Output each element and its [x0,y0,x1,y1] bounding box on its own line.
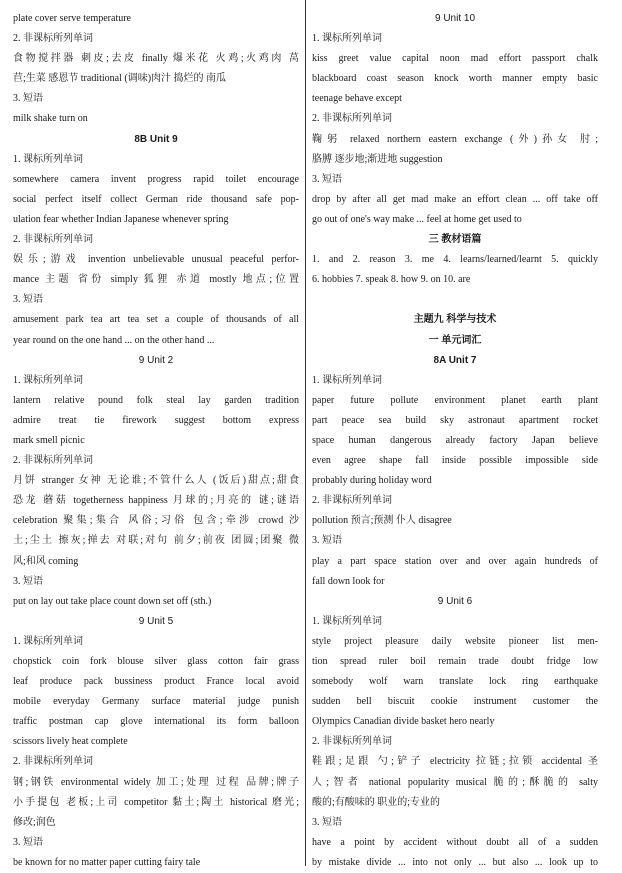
right-column [312,9,598,873]
text-line: 2. 非课标所列单词 [312,113,392,125]
text-line: have a point by accident without doubt all of a sudden [312,836,598,848]
text-line: chopstick coin fork blouse silver glass cotton fair grass [13,656,299,667]
text-line: ulation fear whether Indian Japanese whenever spring [13,213,229,225]
text-line: space human dangerous already factory Japan believe [312,434,598,446]
text-line: 娱乐;游戏 invention unbelievable unusual peaceful perfor- [13,254,299,266]
column-divider [305,0,306,866]
text-line: 2. 非课标所列单词 [312,736,392,748]
section-heading: 9 Unit 10 [434,13,476,24]
text-line: mobile everyday Germany surface material judge punish [13,696,299,708]
text-line: fall down look for [312,575,385,587]
text-line: 1. 课标所列单词 [312,374,382,386]
text-line: Olympics Canadian divide basket hero nearly [312,716,495,728]
text-line: 风;和风 coming [13,555,79,567]
text-line: play a part space station over and over again hundreds of [312,555,598,567]
text-line: go out of one's way make ... feel at home get used to [312,213,522,225]
text-line: amusement park tea art tea set a couple of thousands of all [13,314,299,326]
text-line: 3. 短语 [13,575,43,587]
text-line: 2. 非课标所列单词 [13,756,93,768]
text-line: mance 主题 省份 simply 狐狸 赤道 mostly 地点;位置 [13,274,299,286]
text-line: lantern relative pound folk steal lay garden tradition [13,394,299,406]
text-line: traffic postman cap glove international its form balloon [13,716,299,728]
text-line: 3. 短语 [13,836,43,848]
text-line: 酸的;有酸味的 职业的;专业的 [312,796,441,808]
text-line: drop by after all get mad make an effort clean ... off take off [312,193,598,205]
text-line: 土;尘土 擦灰;掸去 对联;对句 前夕;前夜 团圆;团聚 微 [13,535,299,547]
text-line: scissors lively heat complete [13,736,128,748]
text-line: milk shake turn on [13,113,88,125]
text-line: 小手提包 老板;上司 competitor 黏土;陶土 historical 磨光; [13,796,299,808]
text-line: 3. 短语 [312,173,342,185]
text-line: somebody wolf warn translate lock ring earthquake [312,676,598,688]
text-line: kiss greet value capital noon mad effort passport chalk [312,53,598,65]
text-line: 修改;润色 [13,816,56,828]
text-line: 2. 非课标所列单词 [13,455,93,467]
text-line: sudden bell biscuit cookie instrument customer the [312,696,598,708]
text-line: 恐龙 蘑菇 togetherness happiness 月球的;月亮的 谜;谜语 [13,495,299,507]
text-line: 1. 课标所列单词 [13,374,83,386]
text-line: tion spread ruler boil remain trade doubt fridge low [312,656,598,667]
section-heading: 一 单元词汇 [428,334,482,346]
text-line: put on lay out take place count down set off (sth.) [13,595,212,607]
text-line: style project pleasure daily website pioneer list men- [312,635,598,647]
left-column [13,9,299,873]
section-heading: 主题九 科学与技术 [413,314,497,326]
text-line: social perfect itself collect German ride thousand safe pop- [13,193,299,205]
text-line: 6. hobbies 7. speak 8. how 9. on 10. are [312,274,471,286]
text-line: 鞠躬 relaxed northern eastern exchange (外)孙女 肘; [312,133,598,145]
text-line: pollution 预言;预测 仆人 disagree [312,515,452,527]
text-line: 鞋跟;足跟 勺;铲子 electricity 拉链;拉锁 accidental 圣 [312,756,598,768]
section-heading: 9 Unit 2 [138,354,174,366]
text-line: by mistake divide ... into not only ... but also ... look up to [312,856,598,868]
section-heading: 9 Unit 6 [437,595,473,607]
text-line: 胳膊 逐步地;渐进地 suggestion [312,153,443,165]
text-line: plate cover serve temperature [13,13,131,24]
text-line: 2. 非课标所列单词 [13,234,93,246]
section-heading: 8B Unit 9 [134,133,178,145]
section-heading: 8A Unit 7 [433,354,477,366]
text-line: probably during holiday word [312,475,432,487]
text-line [312,290,598,310]
text-line: year round on the one hand ... on the other hand ... [13,334,215,346]
text-line: admire treat tie firework suggest bottom express [13,414,299,426]
text-line: 1. and 2. reason 3. me 4. learns/learned/learnt 5. quickly [312,254,598,266]
text-line: 2. 非课标所列单词 [312,495,392,507]
section-heading: 9 Unit 5 [138,615,174,627]
text-line: 人;智者 national popularity musical 脆的;酥脆的 salty [312,776,598,788]
text-line: teenage behave except [312,93,402,105]
text-line: leaf produce pack bussiness product France local avoid [13,676,299,688]
text-line: 钢;钢铁 environmental widely 加工;处理 过程 品牌;牌子 [13,776,299,788]
text-line: part peace sea build sky astronaut apartment rocket [312,414,598,426]
text-line: paper future pollute environment planet earth plant [312,394,598,406]
text-line: mark smell picnic [13,434,85,446]
text-line: even agree shape fall inside possible impossible side [312,455,598,467]
text-line: blackboard coast season knock worth manner empty basic [312,73,598,85]
text-line: 1. 课标所列单词 [312,33,382,45]
text-line: 3. 短语 [312,816,342,828]
text-line: 苣;生菜 感恩节 traditional (调味)肉汁 捣烂的 南瓜 [13,73,227,85]
text-line: 2. 非课标所列单词 [13,33,93,45]
text-line: celebration 聚集;集合 风俗;习俗 包含;牵涉 crowd 沙 [13,515,299,527]
text-line: 1. 课标所列单词 [312,615,382,627]
text-line: 1. 课标所列单词 [13,153,83,165]
section-heading: 三 教材语篇 [428,234,482,246]
text-line: 1. 课标所列单词 [13,635,83,647]
text-line: somewhere camera invent progress rapid toilet encourage [13,173,299,185]
text-line: 3. 短语 [312,535,342,547]
text-line: 3. 短语 [13,93,43,105]
text-line: 月饼 stranger 女神 无论谁;不管什么人 (饭后)甜点;甜食 [13,475,299,487]
text-line: 3. 短语 [13,294,43,306]
text-line: 食物搅拌器 刺皮;去皮 finally 爆米花 火鸡;火鸡肉 莴 [13,53,299,65]
text-line: be known for no matter paper cutting fairy tale [13,856,201,868]
